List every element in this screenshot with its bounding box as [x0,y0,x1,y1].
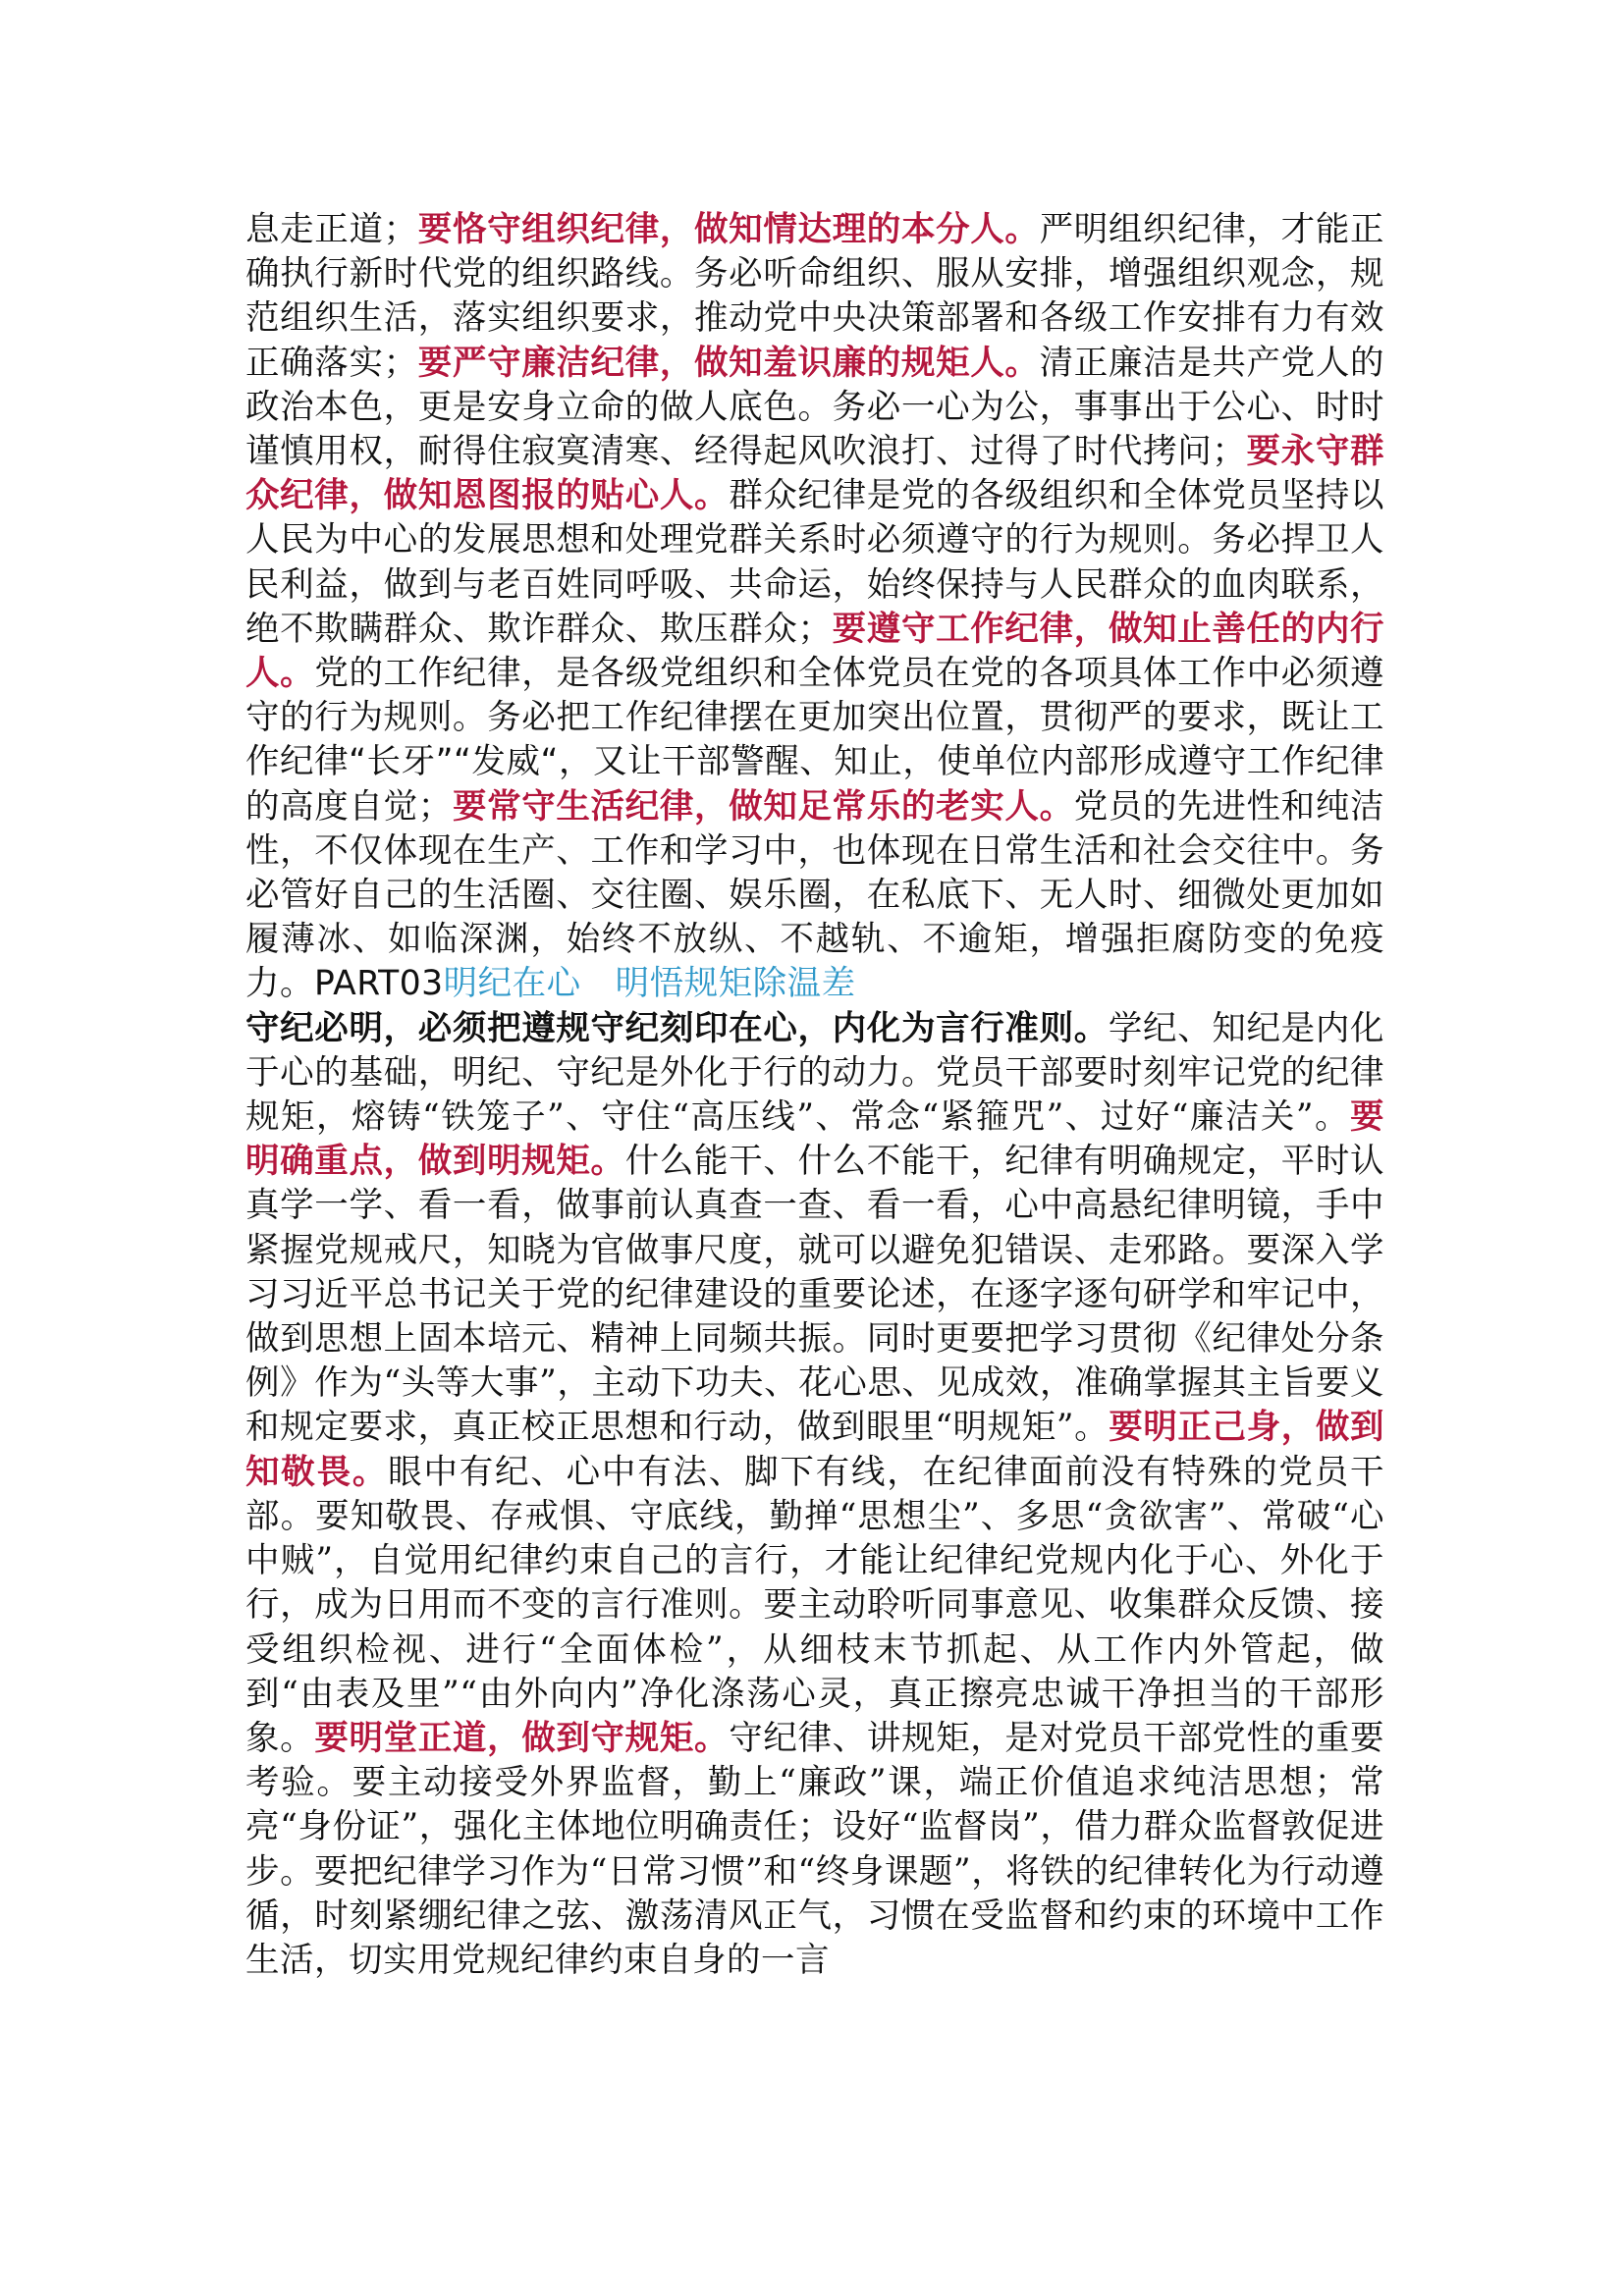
article-body [245,208,1384,1983]
highlight-right-path: 要明堂正道，做到守规矩。 [314,1718,730,1758]
part-number: PART03 [314,964,444,1004]
text-segment: 守纪律、讲规矩，是对党员干部党性的重要考验。要主动接受外界监督，勤上“廉政”课，端正价值追求纯洁思想；常亮“身份证”，强化主体地位明确责任；设好“监督岗”，借力群众监督敦促进步。要把纪律学习作为“日常习惯”和“终身课题”，将铁的纪律转化为行动遵循，时刻紧绷纪律之弦、激荡清风正气，习惯在受监督和约束的环境中工作生活，切实用党规纪律约束自身的一言 [245,1718,1384,1980]
highlight-integrity-discipline: 要严守廉洁纪律，做知羞识廉的规矩人。 [417,343,1040,383]
highlight-organization-discipline: 要恪守组织纪律，做知情达理的本分人。 [417,210,1040,249]
text-segment: 息走正道； [245,210,418,249]
text-segment: 学纪、知纪是内化于心的基础，明纪、守纪是外化于行的动力。党员干部要时刻牢记党的纪律规矩，熔铸“铁笼子”、守住“高压线”、常念“紧箍咒”、过好“廉洁关”。 [245,1008,1384,1138]
paragraph-understand-discipline [245,1007,1384,1983]
highlight-clarify-focus: 要明确重点，做到明规矩。 [245,1097,1384,1182]
text-segment: 党的工作纪律，是各级党组织和全体党员在党的各项具体工作中必须遵守的行为规则。务必把工作纪律摆在更加突出位置，贯彻严的要求，既让工作纪律“长牙”“发威“，又让干部警醒、知止，使单位内部形成遵守工作纪律的高度自觉； [245,654,1384,827]
text-segment: 群众纪律是党的各级组织和全体党员坚持以人民为中心的发展思想和处理党群关系时必须遵守的行为规则。务必捍卫人民利益，做到与老百姓同呼吸、共命运，始终保持与人民群众的血肉联系，绝不欺瞒群众、欺诈群众、欺压群众； [245,476,1384,649]
text-segment: 清正廉洁是共产党人的政治本色，更是安身立命的做人底色。务必一心为公，事事出于公心、时时谨慎用权，耐得住寂寞清寒、经得起风吹浪打、过得了时代拷问； [245,343,1384,472]
highlight-work-discipline: 要遵守工作纪律，做知止善任的内行人。 [245,609,1384,694]
lead-sentence: 守纪必明，必须把遵规守纪刻印在心，内化为言行准则。 [245,1008,1109,1048]
text-segment: 党员的先进性和纯洁性，不仅体现在生产、工作和学习中，也体现在日常生活和社会交往中。务必管好自己的生活圈、交往圈、娱乐圈，在私底下、无人时、细微处更加如履薄冰、如临深渊，始终不放纵、不越轨、不逾矩，增强拒腐防变的免疫力。 [245,786,1384,1004]
highlight-mass-discipline: 要永守群众纪律，做知恩图报的贴心人。 [245,432,1384,516]
text-segment: 严明组织纪律，才能正确执行新时代党的组织路线。务必听命组织、服从安排，增强组织观念，规范组织生活，落实组织要求，推动党中央决策部署和各级工作安排有力有效正确落实； [245,210,1384,383]
text-segment: 眼中有纪、心中有法、脚下有线，在纪律面前没有特殊的党员干部。要知敬畏、存戒惧、守底线，勤掸“思想尘”、多思“贪欲害”、常破“心中贼”，自觉用纪律约束自己的言行，才能让纪律纪党规内化于心、外化于行，成为日用而不变的言行准则。要主动聆听同事意见、收集群众反馈、接受组织检视、进行“全面体检”，从细枝末节抓起、从工作内外管起，做到“由表及里”“由外向内”净化涤荡心灵，真正擦亮忠诚干净担当的干部形象。 [245,1452,1385,1758]
section-heading: 明纪在心 明悟规矩除温差 [443,964,856,1004]
highlight-correct-oneself: 要明正己身，做到知敬畏。 [245,1408,1384,1492]
paragraph-discipline-types [245,208,1384,1007]
highlight-life-discipline: 要常守生活纪律，做知足常乐的老实人。 [452,786,1074,827]
text-segment: 什么能干、什么不能干，纪律有明确规定，平时认真学一学、看一看，做事前认真查一查、看一看，心中高悬纪律明镜，手中紧握党规戒尺，知晓为官做事尺度，就可以避免犯错误、走邪路。要深入学习习近平总书记关于党的纪律建设的重要论述，在逐字逐句研学和牢记中，做到思想上固本培元、精神上同频共振。同时更要把学习贯彻《纪律处分条例》作为“头等大事”，主动下功夫、花心思、见成效，准确掌握其主旨要义和规定要求，真正校正思想和行动，做到眼里“明规矩”。 [245,1142,1384,1448]
